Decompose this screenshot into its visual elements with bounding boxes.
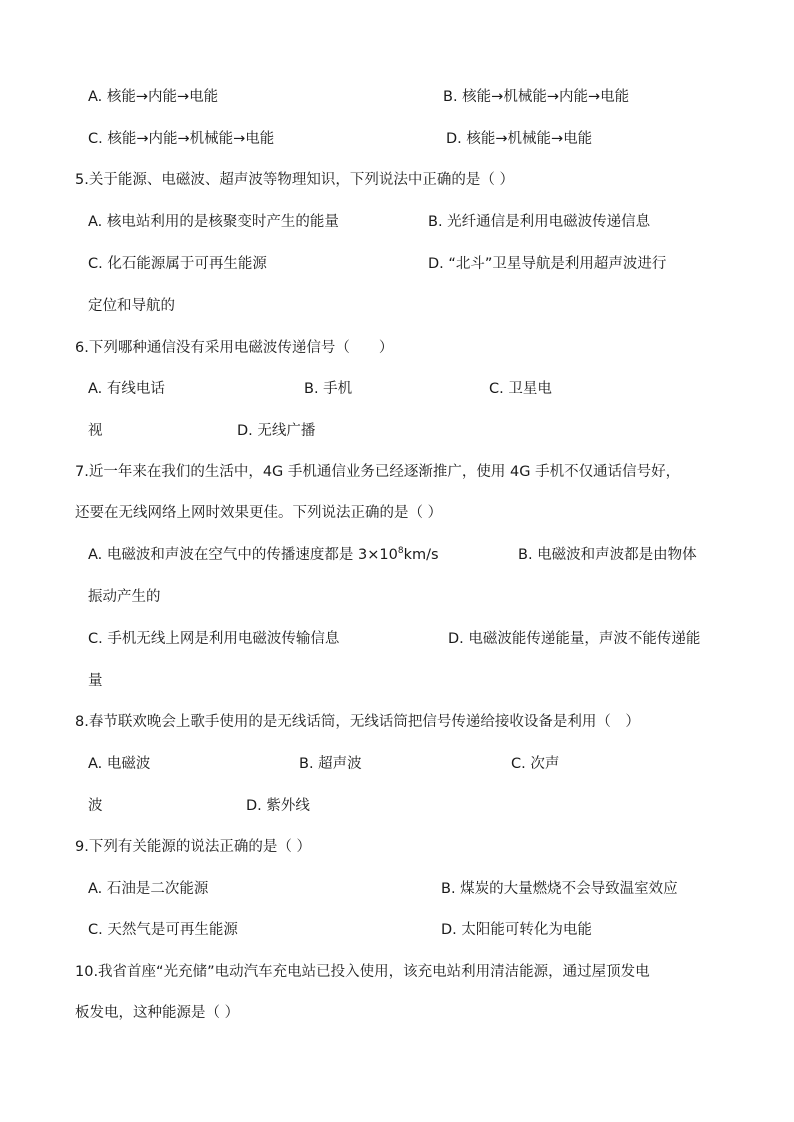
q8-option-c: C. 次声 [511, 756, 560, 772]
q8-option-c-continued: 波 [88, 798, 103, 814]
q6-option-b: B. 手机 [304, 381, 353, 397]
q4-option-d: D. 核能→机械能→电能 [446, 131, 593, 147]
q10-stem-line2: 板发电，这种能源是（ ） [75, 1005, 240, 1021]
q6-stem: 6.下列哪种通信没有采用电磁波传递信号（ ） [75, 340, 394, 356]
q7-option-d-continued: 量 [88, 673, 103, 689]
q7-option-b-continued: 振动产生的 [88, 589, 161, 605]
q9-option-c: C. 天然气是可再生能源 [88, 922, 238, 938]
q6-option-c: C. 卫星电 [489, 381, 552, 397]
q7-option-a-unit: km/s [403, 547, 439, 563]
q5-option-d: D. “北斗”卫星导航是利用超声波进行 [428, 256, 667, 272]
q7-option-c: C. 手机无线上网是利用电磁波传输信息 [88, 631, 340, 647]
q6-option-c-continued: 视 [88, 423, 103, 439]
q7-option-a [88, 545, 439, 565]
q4-option-c: C. 核能→内能→机械能→电能 [88, 131, 275, 147]
q8-option-b: B. 超声波 [299, 756, 362, 772]
q8-option-a: A. 电磁波 [88, 756, 151, 772]
q7-option-b: B. 电磁波和声波都是由物体 [518, 547, 697, 563]
q7-option-d: D. 电磁波能传递能量，声波不能传递能 [448, 631, 701, 647]
q5-option-d-continued: 定位和导航的 [88, 298, 175, 314]
q10-stem-line1: 10.我省首座“光充储”电动汽车充电站已投入使用，该充电站利用清洁能源，通过屋顶发电 [75, 964, 650, 980]
q8-stem: 8.春节联欢晚会上歌手使用的是无线话筒，无线话筒把信号传递给接收设备是利用（ ） [75, 714, 640, 730]
q4-option-b: B. 核能→机械能→内能→电能 [443, 89, 630, 105]
q9-option-b: B. 煤炭的大量燃烧不会导致温室效应 [441, 881, 678, 897]
q9-option-a: A. 石油是二次能源 [88, 881, 209, 897]
q9-option-d: D. 太阳能可转化为电能 [441, 922, 592, 938]
q5-stem: 5.关于能源、电磁波、超声波等物理知识，下列说法中正确的是（ ） [75, 172, 514, 188]
q5-option-b: B. 光纤通信是利用电磁波传递信息 [428, 214, 651, 230]
q5-option-a: A. 核电站利用的是核聚变时产生的能量 [88, 214, 339, 230]
q7-option-a-text: A. 电磁波和声波在空气中的传播速度都是 3×10 [88, 547, 398, 563]
q4-option-a: A. 核能→内能→电能 [88, 89, 219, 105]
q7-stem-line1: 7.近一年来在我们的生活中，4G 手机通信业务已经逐渐推广，使用 4G 手机不仅通话信号好， [75, 464, 681, 480]
q9-stem: 9.下列有关能源的说法正确的是（ ） [75, 839, 311, 855]
q8-option-d: D. 紫外线 [246, 798, 310, 814]
q7-stem-line2: 还要在无线网络上网时效果更佳。下列说法正确的是（ ） [75, 505, 443, 521]
q5-option-c: C. 化石能源属于可再生能源 [88, 256, 267, 272]
q7-option-a-exponent: 8 [397, 546, 404, 556]
q6-option-a: A. 有线电话 [88, 381, 165, 397]
q6-option-d: D. 无线广播 [237, 423, 316, 439]
